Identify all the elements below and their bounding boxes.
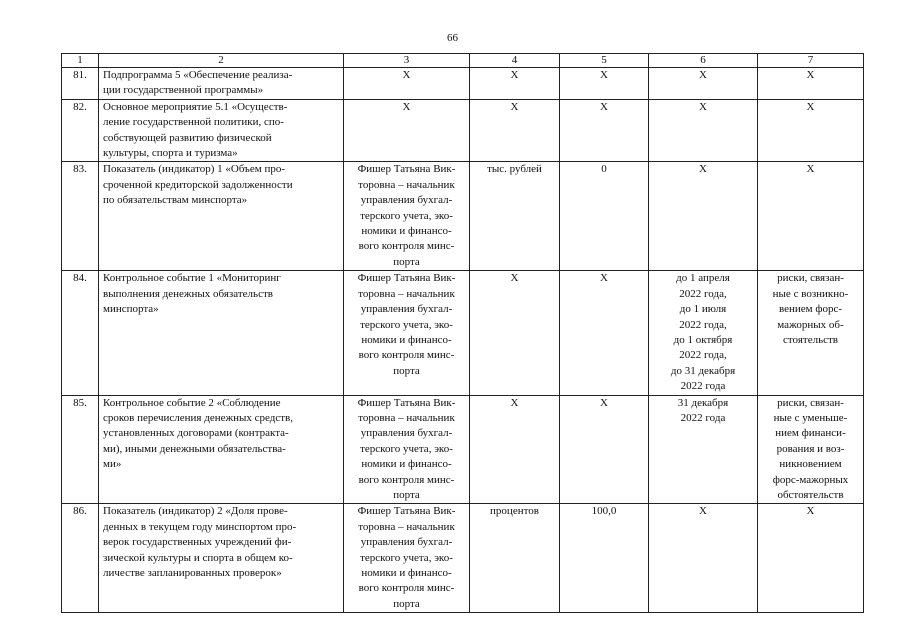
row-name-cell <box>99 504 344 613</box>
cell-text-line: терского учета, эко- <box>360 209 453 222</box>
row-value-cell <box>560 68 649 100</box>
cell-text-line: стоятельств <box>783 333 838 346</box>
row-value-cell <box>560 271 649 395</box>
cell-text-line: порта <box>393 364 420 377</box>
cell-text-line: Х <box>600 100 608 113</box>
cell-text-line: Х <box>510 69 519 81</box>
plan-table <box>61 53 864 613</box>
row-number-cell: 86. <box>62 504 99 613</box>
row-number-cell: 83. <box>62 162 99 271</box>
cell-text-line: управления бухгал- <box>360 536 453 549</box>
cell-text-line: Х <box>806 163 815 176</box>
cell-text-line: Х <box>699 100 707 113</box>
cell-text-line: вого контроля минс- <box>358 240 455 253</box>
header-col-3: 3 <box>344 54 470 68</box>
cell-text-line: 2022 года <box>680 411 726 424</box>
cell-text-line: до 1 октября <box>673 333 733 346</box>
cell-text-line: никновением <box>779 458 842 471</box>
cell-text-line: 2022 года, <box>679 318 727 331</box>
row-risks-cell <box>758 68 864 100</box>
cell-text-line: Подпрограмма 5 «Обеспечение реализа- <box>103 69 293 81</box>
cell-text-line: торовна – начальник <box>358 520 455 533</box>
cell-text-line: 2022 года, <box>679 287 727 300</box>
cell-text-line: Фишер Татьяна Вик- <box>357 272 456 285</box>
cell-text-line: форс-мажорных <box>772 473 849 486</box>
cell-text-line: верок государственных учреждений фи- <box>103 536 292 549</box>
table-row <box>62 99 864 162</box>
row-risks-cell <box>758 395 864 504</box>
cell-text-line: ми» <box>103 458 122 471</box>
table-header-row <box>62 54 864 68</box>
cell-text-line: ные с возникно- <box>772 287 849 300</box>
cell-text-line: рования и воз- <box>776 442 845 455</box>
row-unit-cell <box>470 504 560 613</box>
cell-text-line: 2022 года, <box>679 349 727 362</box>
cell-text-line: денных в текущем году минспортом про- <box>103 520 297 533</box>
cell-text-line: до 31 декабря <box>670 364 736 377</box>
row-deadline-cell <box>649 395 758 504</box>
row-deadline-cell <box>649 99 758 162</box>
cell-text-line: Фишер Татьяна Вик- <box>357 505 456 518</box>
row-name-cell <box>99 271 344 395</box>
header-col-5: 5 <box>560 54 649 68</box>
cell-text-line: Контрольное событие 1 «Мониторинг <box>103 272 281 285</box>
row-risks-cell <box>758 162 864 271</box>
cell-text-line: Х <box>699 505 707 518</box>
row-risks-cell <box>758 99 864 162</box>
cell-text-line: терского учета, эко- <box>360 318 453 331</box>
cell-text-line: терского учета, эко- <box>360 442 453 455</box>
cell-text-line: вого контроля минс- <box>358 473 455 486</box>
header-col-4: 4 <box>470 54 560 68</box>
cell-text-line: 100,0 <box>591 505 617 518</box>
cell-text-line: Фишер Татьяна Вик- <box>357 163 456 176</box>
row-responsible-cell <box>344 504 470 613</box>
cell-text-line: Х <box>510 272 519 285</box>
cell-text-line: процентов <box>490 505 539 518</box>
row-unit-cell <box>470 162 560 271</box>
cell-text-line: сроченной кредиторской задолженности <box>103 178 293 191</box>
cell-text-line: культуры, спорта и туризма» <box>103 147 238 160</box>
cell-text-line: ми), иными денежными обязательства- <box>103 442 286 455</box>
cell-text-line: 31 декабря <box>677 396 729 409</box>
row-name-cell <box>99 99 344 162</box>
table-row <box>62 162 864 271</box>
cell-text-line: Х <box>806 100 815 113</box>
cell-text-line: обстоятельств <box>777 488 844 501</box>
cell-text-line: торовна – начальник <box>358 178 455 191</box>
row-deadline-cell <box>649 162 758 271</box>
cell-text-line: Фишер Татьяна Вик- <box>357 396 456 409</box>
cell-text-line: торовна – начальник <box>358 411 455 424</box>
row-responsible-cell <box>344 68 470 100</box>
table-row <box>62 271 864 395</box>
row-value-cell <box>560 504 649 613</box>
cell-text-line: торовна – начальник <box>358 287 455 300</box>
cell-text-line: вением форс- <box>778 303 843 316</box>
cell-text-line: риски, связан- <box>777 272 844 285</box>
row-unit-cell <box>470 68 560 100</box>
row-responsible-cell <box>344 99 470 162</box>
cell-text-line: вого контроля минс- <box>358 349 455 362</box>
cell-text-line: номики и финансо- <box>361 458 452 471</box>
cell-text-line: установленных договорами (контракта- <box>103 427 289 440</box>
row-unit-cell <box>470 395 560 504</box>
table-row <box>62 395 864 504</box>
table-row <box>62 68 864 100</box>
row-responsible-cell <box>344 162 470 271</box>
row-number-cell: 84. <box>62 271 99 395</box>
cell-text-line: выполнения денежных обязательств <box>103 287 273 300</box>
table-row <box>62 504 864 613</box>
cell-text-line: риски, связан- <box>777 396 844 409</box>
cell-text-line: нием финанси- <box>775 427 846 440</box>
cell-text-line: Х <box>402 100 411 113</box>
row-number-cell: 81. <box>62 68 99 100</box>
cell-text-line: тыс. рублей <box>487 163 542 176</box>
cell-text-line: зической культуры и спорта в общем ко- <box>103 551 293 564</box>
cell-text-line: терского учета, эко- <box>360 551 453 564</box>
header-col-7: 7 <box>758 54 864 68</box>
row-unit-cell <box>470 271 560 395</box>
cell-text-line: вого контроля минс- <box>358 582 455 595</box>
cell-text-line: Х <box>699 163 707 176</box>
cell-text-line: ление государственной политики, спо- <box>103 116 284 129</box>
row-deadline-cell <box>649 504 758 613</box>
row-value-cell <box>560 395 649 504</box>
row-name-cell <box>99 68 344 100</box>
cell-text-line: Х <box>510 100 519 113</box>
row-risks-cell <box>758 271 864 395</box>
cell-text-line: Х <box>600 272 608 285</box>
cell-text-line: до 1 апреля <box>676 272 730 285</box>
cell-text-line: 0 <box>601 163 607 176</box>
row-responsible-cell <box>344 271 470 395</box>
cell-text-line: до 1 июля <box>679 303 727 316</box>
table-body <box>62 54 864 613</box>
cell-text-line: порта <box>393 255 420 268</box>
cell-text-line: Контрольное событие 2 «Соблюдение <box>103 396 281 409</box>
row-name-cell <box>99 162 344 271</box>
cell-text-line: 2022 года <box>680 380 726 393</box>
row-deadline-cell <box>649 271 758 395</box>
row-deadline-cell <box>649 68 758 100</box>
cell-text-line: управления бухгал- <box>360 194 453 207</box>
row-name-cell <box>99 395 344 504</box>
cell-text-line: порта <box>393 597 420 610</box>
cell-text-line: мажорных об- <box>777 318 844 331</box>
cell-text-line: номики и финансо- <box>361 225 452 238</box>
cell-text-line: Х <box>699 69 707 81</box>
cell-text-line: Х <box>510 396 519 409</box>
row-unit-cell <box>470 99 560 162</box>
cell-text-line: Х <box>806 69 815 81</box>
cell-text-line: управления бухгал- <box>360 427 453 440</box>
cell-text-line: собствующей развитию физической <box>103 131 272 144</box>
cell-text-line: номики и финансо- <box>361 567 452 579</box>
header-col-6: 6 <box>649 54 758 68</box>
cell-text-line: ные с уменьше- <box>773 411 848 424</box>
cell-text-line: Показатель (индикатор) 1 «Объем про- <box>103 163 286 176</box>
cell-text-line: личестве запланированных проверок» <box>103 567 282 579</box>
header-col-2: 2 <box>99 54 344 68</box>
row-responsible-cell <box>344 395 470 504</box>
cell-text-line: порта <box>393 488 420 501</box>
page-number: 66 <box>447 32 458 44</box>
row-number-cell: 85. <box>62 395 99 504</box>
cell-text-line: по обязательствам минспорта» <box>103 194 248 207</box>
cell-text-line: Показатель (индикатор) 2 «Доля прове- <box>103 505 288 518</box>
cell-text-line: минспорта» <box>103 303 159 316</box>
cell-text-line: Х <box>600 69 608 81</box>
cell-text-line: Основное мероприятие 5.1 «Осуществ- <box>103 100 288 113</box>
header-col-1: 1 <box>62 54 99 68</box>
row-value-cell <box>560 99 649 162</box>
cell-text-line: сроков перечисления денежных средств, <box>103 411 293 424</box>
cell-text-line: Х <box>806 505 815 518</box>
row-value-cell <box>560 162 649 271</box>
cell-text-line: Х <box>600 396 608 409</box>
cell-text-line: ции государственной программы» <box>103 84 264 97</box>
cell-text-line: номики и финансо- <box>361 333 452 346</box>
cell-text-line: Х <box>402 69 411 81</box>
row-number-cell: 82. <box>62 99 99 162</box>
row-risks-cell <box>758 504 864 613</box>
cell-text-line: управления бухгал- <box>360 303 453 316</box>
